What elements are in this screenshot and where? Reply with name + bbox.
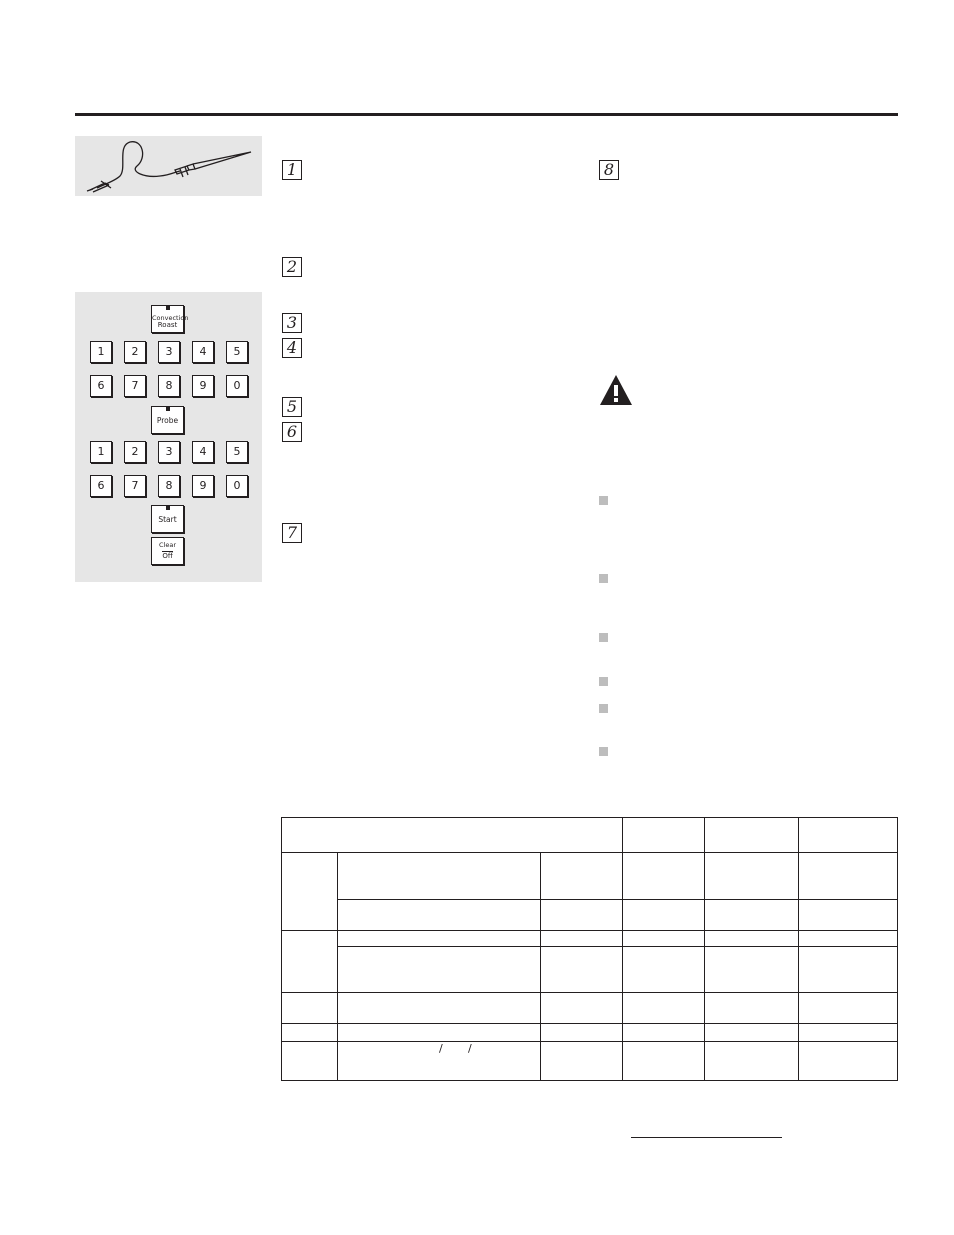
- step-marker-3: 3: [282, 313, 302, 333]
- number-pad-5[interactable]: 5: [226, 341, 248, 363]
- table-row-divider: [281, 992, 898, 993]
- table-row-divider: [281, 1023, 898, 1024]
- probe-number-pad-1[interactable]: 1: [90, 441, 112, 463]
- start-pad[interactable]: [151, 505, 184, 533]
- fraction-slash: /: [468, 1042, 472, 1055]
- number-pad-6[interactable]: 6: [90, 375, 112, 397]
- step-marker-7: 7: [282, 523, 302, 543]
- number-pad-1[interactable]: 1: [90, 341, 112, 363]
- square-bullet-icon: [599, 747, 608, 756]
- indicator-light-icon: [166, 305, 170, 310]
- number-pad-3[interactable]: 3: [158, 341, 180, 363]
- clear-label: Clear: [159, 541, 176, 549]
- step-marker-1: 1: [282, 160, 302, 180]
- table-column-divider: [337, 852, 338, 1081]
- probe-number-pad-6[interactable]: 6: [90, 475, 112, 497]
- probe-number-pad-7[interactable]: 7: [124, 475, 146, 497]
- clear-off-pad[interactable]: [151, 537, 184, 565]
- indicator-light-icon: [166, 406, 170, 411]
- table-row-divider: [281, 1041, 898, 1042]
- square-bullet-icon: [599, 496, 608, 505]
- step-marker-6: 6: [282, 422, 302, 442]
- step-marker-2: 2: [282, 257, 302, 277]
- probe-pad[interactable]: [151, 406, 184, 434]
- top-rule: [75, 113, 898, 116]
- number-pad-0[interactable]: 0: [226, 375, 248, 397]
- table-row-divider: [337, 946, 898, 947]
- step-marker-4: 4: [282, 338, 302, 358]
- step-marker-5: 5: [282, 397, 302, 417]
- probe-number-pad-5[interactable]: 5: [226, 441, 248, 463]
- square-bullet-icon: [599, 677, 608, 686]
- probe-label: Probe: [156, 416, 179, 425]
- step-marker-8: 8: [599, 160, 619, 180]
- table-border: [281, 1080, 898, 1081]
- roast-label: Roast: [157, 321, 178, 329]
- convection-label: Convection: [152, 314, 189, 322]
- number-pad-2[interactable]: 2: [124, 341, 146, 363]
- warning-triangle-icon: [599, 374, 633, 410]
- indicator-light-icon: [166, 505, 170, 510]
- probe-illustration: [75, 136, 262, 196]
- number-pad-7[interactable]: 7: [124, 375, 146, 397]
- off-label: Off: [162, 552, 173, 560]
- probe-number-pad-8[interactable]: 8: [158, 475, 180, 497]
- table-border: [281, 817, 898, 818]
- number-pad-4[interactable]: 4: [192, 341, 214, 363]
- footer-underline: [631, 1137, 782, 1138]
- start-label: Start: [158, 515, 177, 524]
- keypad-panel: [75, 292, 262, 582]
- probe-number-pad-4[interactable]: 4: [192, 441, 214, 463]
- fraction-slash: /: [439, 1042, 443, 1055]
- square-bullet-icon: [599, 574, 608, 583]
- square-bullet-icon: [599, 633, 608, 642]
- table-column-divider: [540, 852, 541, 1081]
- table-row-divider: [337, 899, 898, 900]
- convection-roast-pad[interactable]: [151, 305, 189, 333]
- probe-number-pad-9[interactable]: 9: [192, 475, 214, 497]
- number-pad-8[interactable]: 8: [158, 375, 180, 397]
- square-bullet-icon: [599, 704, 608, 713]
- probe-number-pad-3[interactable]: 3: [158, 441, 180, 463]
- temperature-probe-icon: [75, 136, 262, 196]
- cooking-guide-table: [281, 817, 898, 1081]
- probe-number-pad-0[interactable]: 0: [226, 475, 248, 497]
- table-row-divider: [281, 852, 898, 853]
- table-row-divider: [281, 930, 898, 931]
- number-pad-9[interactable]: 9: [192, 375, 214, 397]
- probe-number-pad-2[interactable]: 2: [124, 441, 146, 463]
